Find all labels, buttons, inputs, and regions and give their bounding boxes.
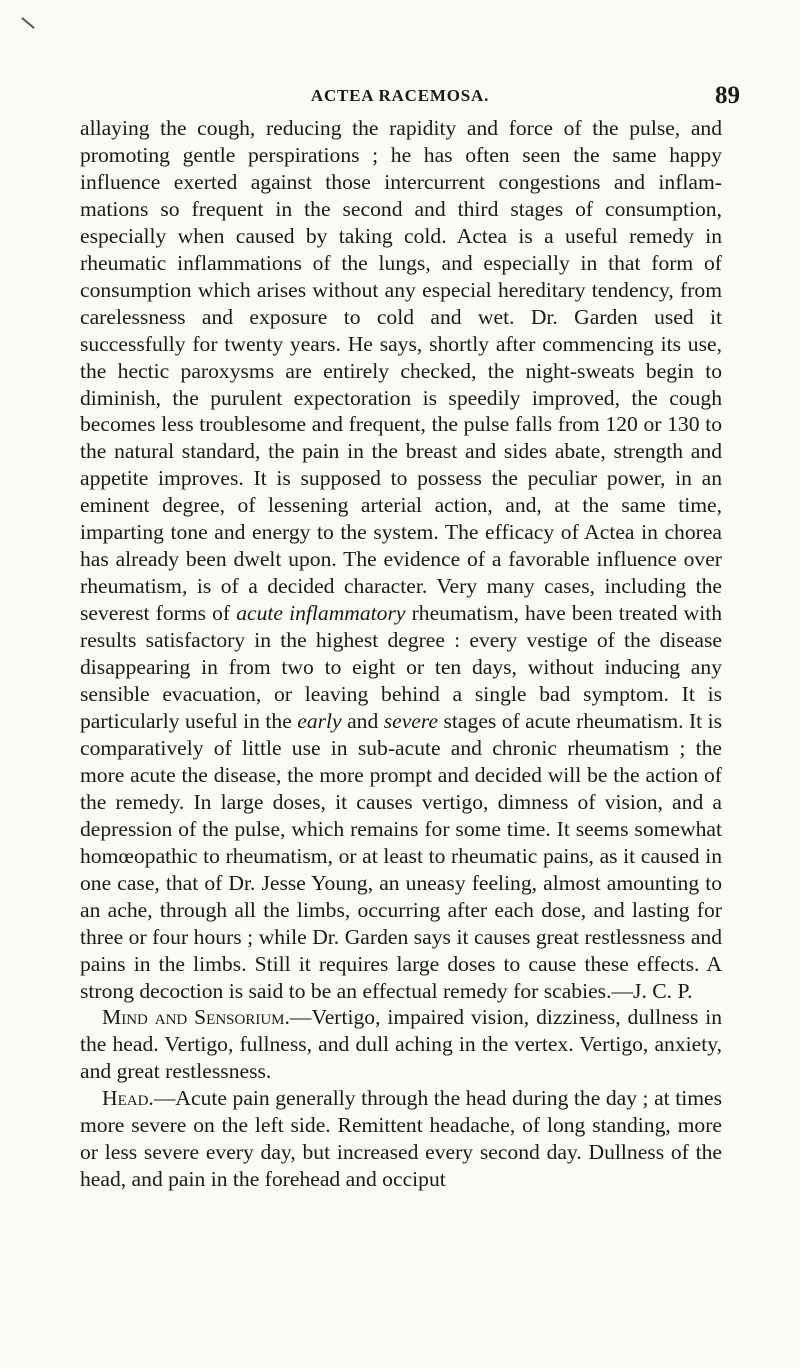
running-title: ACTEA RACEMOSA. xyxy=(310,86,490,105)
italic-severe: severe xyxy=(383,708,439,733)
paragraph-main xyxy=(80,115,722,1004)
italic-early: early xyxy=(297,708,342,733)
page-number: 89 xyxy=(715,82,740,109)
paragraph-main-text-a: allaying the cough, reducing the rapidity and force of the pulse, and promoting gentle perspirations ; he has often seen the same happy influence exerted against those intercurrent congestions and inflammations so frequent in the second and third stages of consumption, especially when caused by taking cold. Actea is a useful remedy in rheumatic inflammations of the lungs, and especially in that form of consumption which arises without any especial hereditary tendency, from carelessness and exposure to cold and wet. Dr. Garden used it successfully for twenty years. He says, shortly after commencing its use, the hectic paroxysms are entirely checked, the night-sweats begin to diminish, the purulent expectoration is speedily improved, the cough becomes less troublesome and frequent, the pulse falls from 120 or 130 to the natural standard, the pain in the breast and sides abate, strength and appetite improves. It is supposed to possess the peculiar power, in an eminent degree, of lessening arterial action, and, at the same time, imparting tone and energy to the system. The efficacy of Actea in chorea has already been dwelt upon. The evidence of a favorable influence over rheumatism, is of a decided character. Very many cases, including the severest forms of xyxy=(80,116,722,626)
mind-sensorium-text: —Vertigo, impaired vision, dizziness, dullness in the head. Vertigo, fullness, and dull aching in the vertex. Vertigo, anxiety, and great restlessness. xyxy=(80,1005,723,1084)
italic-acute-inflammatory: acute inflammatory xyxy=(236,601,406,626)
paragraph-mind-sensorium xyxy=(80,1004,722,1085)
running-header xyxy=(60,82,740,112)
mind-sensorium-heading: Mind and Sensorium. xyxy=(102,1005,290,1030)
paragraph-main-text-c: and xyxy=(347,708,379,733)
head-text: —Acute pain generally through the head during the day ; at times more severe on the left side. Remittent headache, of long standing, more or less severe every day, but increased every second day. Dullness of the head, and pain in the forehead and occiput xyxy=(80,1086,722,1192)
paragraph-head xyxy=(80,1085,722,1193)
paragraph-main-text-d: stages of acute rheumatism. It is comparatively of little use in sub-acute and chronic rheumatism ; the more acute the disease, the more prompt and decided will be the action of the remedy. In large doses, it causes vertigo, dimness of vision, and a depression of the pulse, which remains for some time. It seems somewhat homœopathic to rheumatism, or at least to rheumatic pains, as it caused in one case, that of Dr. Jesse Young, an uneasy feeling, almost amounting to an ache, through all the limbs, occurring after each dose, and lasting for three or four hours ; while Dr. Garden says it causes great restlessness and pains in the limbs. Still it requires large doses to cause these effects. A strong decoction is said to be an effectual remedy for scabies.—J. C. P. xyxy=(80,708,723,1003)
corner-mark xyxy=(21,17,35,29)
head-heading: Head. xyxy=(102,1086,154,1111)
body-text xyxy=(80,115,722,1193)
paragraph-main-text-b: rheumatism, have been treated with results satisfactory in the highest degree : every vestige of the disease disappearing in from two to eight or ten days, without inducing any sensible evacuation, or leaving behind a single bad symptom. It is particularly useful in the xyxy=(80,601,722,733)
